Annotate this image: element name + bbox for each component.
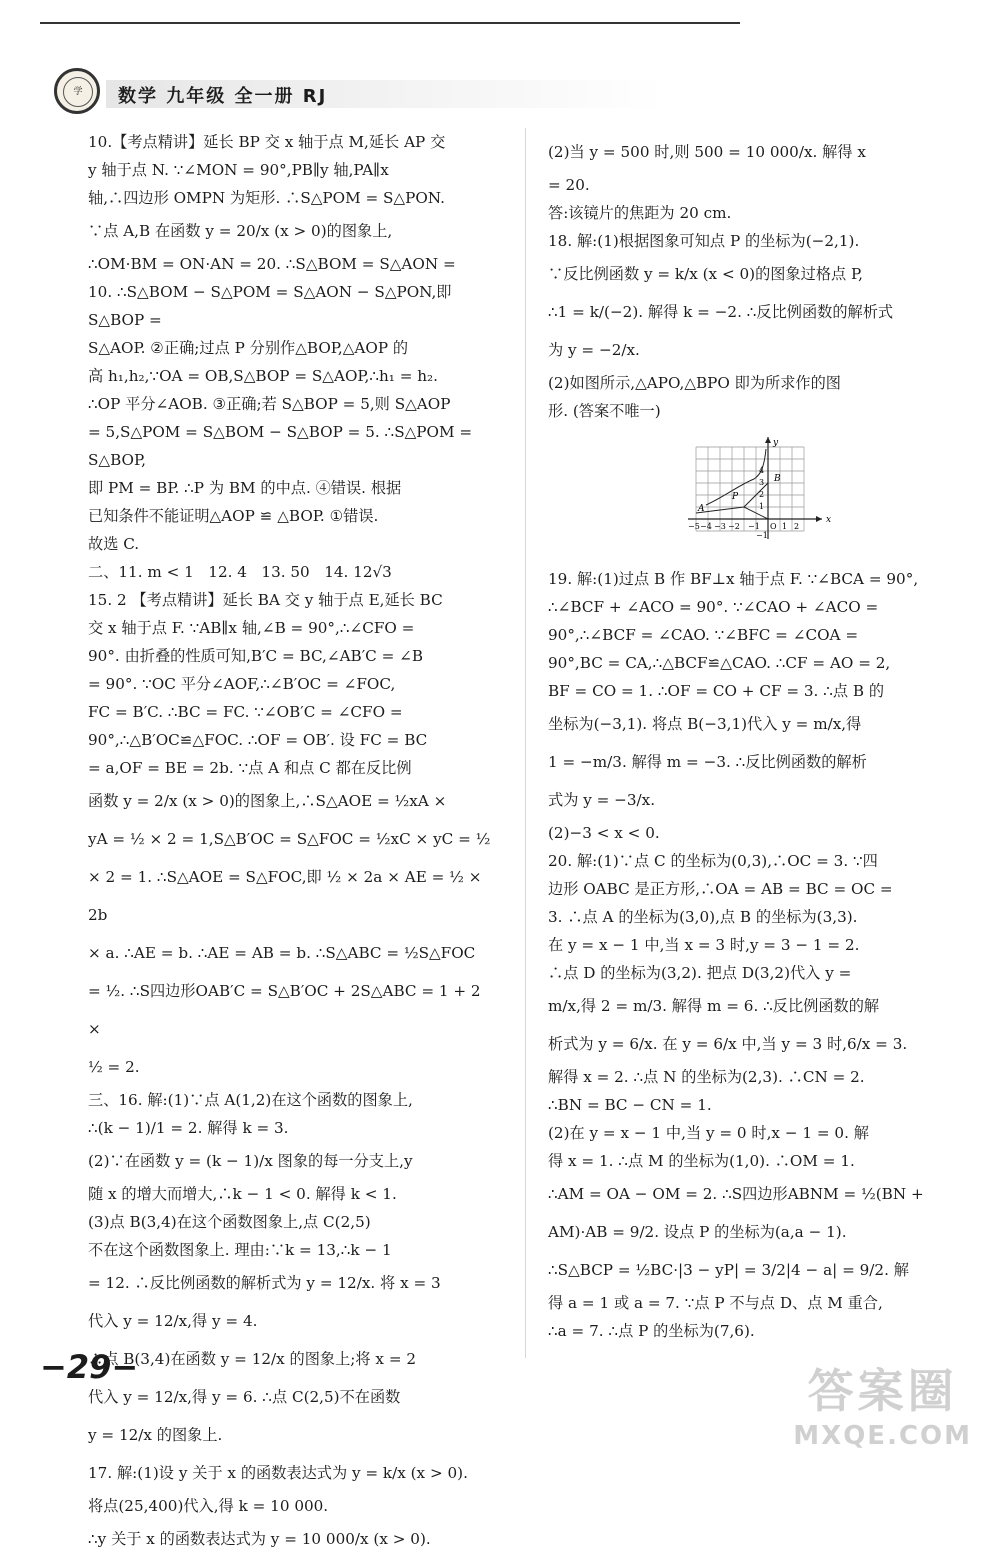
- text-line: ∴OP 平分∠AOB. ③正确;若 S△BOP = 5,则 S△AOP: [88, 395, 451, 413]
- text-line: 20. 解:(1)∵点 C 的坐标为(0,3),∴OC = 3. ∵四: [548, 852, 878, 870]
- text-line: 故选 C.: [88, 535, 140, 553]
- text-line: 坐标为(−3,1). 将点 B(−3,1)代入 y = m/x,得: [548, 715, 862, 733]
- text-line: 得 x = 1. ∴点 M 的坐标为(1,0). ∴OM = 1.: [548, 1152, 855, 1170]
- text-line: (2)如图所示,△APO,△BPO 即为所求作的图: [548, 374, 841, 392]
- text-line: ∴a = 7. ∴点 P 的坐标为(7,6).: [548, 1322, 755, 1340]
- svg-text:1: 1: [782, 522, 788, 531]
- text-line: AM)·AB = 9/2. 设点 P 的坐标为(a,a − 1).: [548, 1223, 847, 1241]
- point-p-label: P: [732, 492, 739, 502]
- text-line: 三、16. 解:(1)∵点 A(1,2)在这个函数的图象上,: [88, 1091, 413, 1109]
- text-line: ∴S△BCP = ½BC·|3 − yP| = 3/2|4 − a| = 9/2. 解: [548, 1261, 909, 1279]
- text-line: ∴1 = k/(−2). 解得 k = −2. ∴反比例函数的解析式: [548, 303, 894, 321]
- text-line: (2)∵在函数 y = (k − 1)/x 图象的每一分支上,y: [88, 1152, 413, 1170]
- text-line: FC = B′C. ∴BC = FC. ∵∠OB′C = ∠CFO =: [88, 703, 403, 721]
- svg-text:−1: −1: [748, 522, 760, 531]
- text-line: ∴BN = BC − CN = 1.: [548, 1096, 712, 1114]
- text-line: 交 x 轴于点 F. ∵AB∥x 轴,∠B = 90°,∴∠CFO =: [88, 619, 415, 637]
- text-line: 17. 解:(1)设 y 关于 x 的函数表达式为 y = k/x (x > 0).: [88, 1464, 468, 1482]
- text-line: = a,OF = BE = 2b. ∵点 A 和点 C 都在反比例: [88, 759, 412, 777]
- logo-text: 学: [63, 77, 93, 107]
- text-line: 在 y = x − 1 中,当 x = 3 时,y = 3 − 1 = 2.: [548, 936, 860, 954]
- text-line: 为 y = −2/x.: [548, 341, 640, 359]
- text-line: 析式为 y = 6/x. 在 y = 6/x 中,当 y = 3 时,6/x = 3.: [548, 1035, 908, 1053]
- watermark-url: MXQE.COM: [793, 1421, 972, 1451]
- watermark-logo-text: 答案圈: [807, 1364, 958, 1418]
- text-line: 90°,∴∠BCF = ∠CAO. ∵∠BFC = ∠COA =: [548, 626, 859, 644]
- text-line: (2)当 y = 500 时,则 500 = 10 000/x. 解得 x: [548, 143, 866, 161]
- header-title: 数学 九年级 全一册 RJ: [118, 86, 328, 107]
- text-line: 答:该镜片的焦距为 20 cm.: [548, 204, 732, 222]
- text-line: 函数 y = 2/x (x > 0)的图象上,∴S△AOE = ½xA ×: [88, 792, 447, 810]
- y-axis-label: y: [773, 438, 779, 448]
- text-line: 10. ∴S△BOM − S△POM = S△AON − S△PON,即 S△BOP =: [88, 283, 457, 329]
- text-line: 不在这个函数图象上. 理由:∵k = 13,∴k − 1: [88, 1241, 392, 1259]
- text-line: ∴y 关于 x 的函数表达式为 y = 10 000/x (x > 0).: [88, 1530, 431, 1548]
- text-line: 随 x 的增大而增大,∴k − 1 < 0. 解得 k < 1.: [88, 1185, 397, 1203]
- svg-text:−1: −1: [756, 531, 768, 540]
- text-line: 90°. 由折叠的性质可知,B′C = BC,∠AB′C = ∠B: [88, 647, 424, 665]
- x-axis-arrow: [816, 516, 822, 522]
- text-line: (2)−3 < x < 0.: [548, 824, 660, 842]
- y-axis-arrow: [765, 437, 771, 443]
- text-line: 15. 2 【考点精讲】延长 BA 交 y 轴于点 E,延长 BC: [88, 591, 443, 609]
- svg-text:−4: −4: [700, 522, 712, 531]
- svg-text:−3: −3: [714, 522, 726, 531]
- text-line: 得 a = 1 或 a = 7. ∵点 P 不与点 D、点 M 重合,: [548, 1294, 883, 1312]
- svg-text:3: 3: [759, 478, 765, 487]
- text-line: yA = ½ × 2 = 1,S△B′OC = S△FOC = ½xC × yC = ½: [88, 830, 491, 848]
- text-line: 90°,BC = CA,∴△BCF≌△CAO. ∴CF = AO = 2,: [548, 654, 891, 672]
- text-line: ∴AM = OA − OM = 2. ∴S四边形ABNM = ½(BN +: [548, 1185, 924, 1203]
- text-line: = ½. ∴S四边形OAB′C = S△B′OC + 2S△ABC = 1 + 2 ×: [88, 982, 486, 1038]
- svg-text:1: 1: [759, 502, 765, 511]
- text-line: (2)在 y = x − 1 中,当 y = 0 时,x − 1 = 0. 解: [548, 1124, 869, 1142]
- right-column-bottom: [548, 565, 948, 1345]
- point-b-label: B: [774, 474, 781, 484]
- text-line: 二、11. m < 1 12. 4 13. 50 14. 12√3: [88, 563, 392, 581]
- text-line: 解得 x = 2. ∴点 N 的坐标为(2,3). ∴CN = 2.: [548, 1068, 865, 1086]
- text-line: 轴,∴四边形 OMPN 为矩形. ∴S△POM = S△PON.: [88, 189, 445, 207]
- text-line: 代入 y = 12/x,得 y = 4.: [88, 1312, 258, 1330]
- text-line: m/x,得 2 = m/3. 解得 m = 6. ∴反比例函数的解: [548, 997, 880, 1015]
- text-line: 18. 解:(1)根据图象可知点 P 的坐标为(−2,1).: [548, 232, 860, 250]
- text-line: × a. ∴AE = b. ∴AE = AB = b. ∴S△ABC = ½S△FOC: [88, 944, 476, 962]
- text-line: × 2 = 1. ∴S△AOE = S△FOC,即 ½ × 2a × AE = ½ × 2b: [88, 868, 487, 924]
- x-tick-labels: [688, 522, 799, 531]
- svg-text:−2: −2: [728, 522, 740, 531]
- text-line: 90°,∴△B′OC≌△FOC. ∴OF = OB′. 设 FC = BC: [88, 731, 428, 749]
- page-number: −29−: [40, 1348, 139, 1386]
- text-line: ∵点 A,B 在函数 y = 20/x (x > 0)的图象上,: [88, 222, 393, 240]
- text-line: ½ = 2.: [88, 1058, 140, 1076]
- x-axis-label: x: [826, 515, 832, 525]
- text-line: 19. 解:(1)过点 B 作 BF⊥x 轴于点 F. ∵∠BCA = 90°,: [548, 570, 919, 588]
- text-line: 1 = −m/3. 解得 m = −3. ∴反比例函数的解析: [548, 753, 867, 771]
- point-a-label: A: [698, 504, 705, 514]
- svg-text:2: 2: [759, 490, 765, 499]
- text-line: ∴(k − 1)/1 = 2. 解得 k = 3.: [88, 1119, 289, 1137]
- right-column-top: [548, 133, 948, 425]
- text-line: ∴OM·BM = ON·AN = 20. ∴S△BOM = S△AON =: [88, 255, 456, 273]
- text-line: (3)点 B(3,4)在这个函数图象上,点 C(2,5): [88, 1213, 371, 1231]
- text-line: 式为 y = −3/x.: [548, 791, 656, 809]
- text-line: = 90°. ∵OC 平分∠AOF,∴∠B′OC = ∠FOC,: [88, 675, 396, 693]
- site-watermark: [793, 1355, 972, 1451]
- left-column: [88, 128, 493, 1558]
- coordinate-graph: [684, 435, 834, 545]
- text-line: y = 12/x 的图象上.: [88, 1426, 223, 1444]
- text-line: ∴点 B(3,4)在函数 y = 12/x 的图象上;将 x = 2: [88, 1350, 417, 1368]
- text-line: 将点(25,400)代入,得 k = 10 000.: [88, 1497, 329, 1515]
- text-line: 3. ∴点 A 的坐标为(3,0),点 B 的坐标为(3,3).: [548, 908, 858, 926]
- svg-text:4: 4: [759, 466, 765, 475]
- publisher-logo: [54, 68, 100, 114]
- text-line: = 12. ∴反比例函数的解析式为 y = 12/x. 将 x = 3: [88, 1274, 441, 1292]
- text-line: ∵反比例函数 y = k/x (x < 0)的图象过格点 P,: [548, 265, 864, 283]
- text-line: 高 h₁,h₂,∵OA = OB,S△BOP = S△AOP,∴h₁ = h₂.: [88, 367, 438, 385]
- text-line: 已知条件不能证明△AOP ≌ △BOP. ①错误.: [88, 507, 379, 525]
- text-line: = 5,S△POM = S△BOM − S△BOP = 5. ∴S△POM = S△BOP,: [88, 423, 477, 469]
- text-line: 代入 y = 12/x,得 y = 6. ∴点 C(2,5)不在函数: [88, 1388, 401, 1406]
- text-line: BF = CO = 1. ∴OF = CO + CF = 3. ∴点 B 的: [548, 682, 885, 700]
- svg-text:−5: −5: [688, 522, 700, 531]
- right-column: [548, 133, 948, 1345]
- text-line: = 20.: [548, 176, 590, 194]
- top-rule: [40, 22, 740, 24]
- svg-text:2: 2: [794, 522, 800, 531]
- column-divider: [525, 128, 526, 1358]
- text-line: 形. (答案不唯一): [548, 402, 661, 420]
- text-line: S△AOP. ②正确;过点 P 分别作△BOP,△AOP 的: [88, 339, 409, 357]
- text-line: 边形 OABC 是正方形,∴OA = AB = BC = OC =: [548, 880, 893, 898]
- text-line: y 轴于点 N. ∵∠MON = 90°,PB∥y 轴,PA∥x: [88, 161, 389, 179]
- svg-text:O: O: [770, 522, 777, 531]
- page-header: [44, 58, 944, 118]
- text-line: 即 PM = BP. ∴P 为 BM 的中点. ④错误. 根据: [88, 479, 402, 497]
- text-line: ∴点 D 的坐标为(3,2). 把点 D(3,2)代入 y =: [548, 964, 852, 982]
- text-line: 10.【考点精讲】延长 BP 交 x 轴于点 M,延长 AP 交: [88, 133, 446, 151]
- text-line: ∴∠BCF + ∠ACO = 90°. ∵∠CAO + ∠ACO =: [548, 598, 879, 616]
